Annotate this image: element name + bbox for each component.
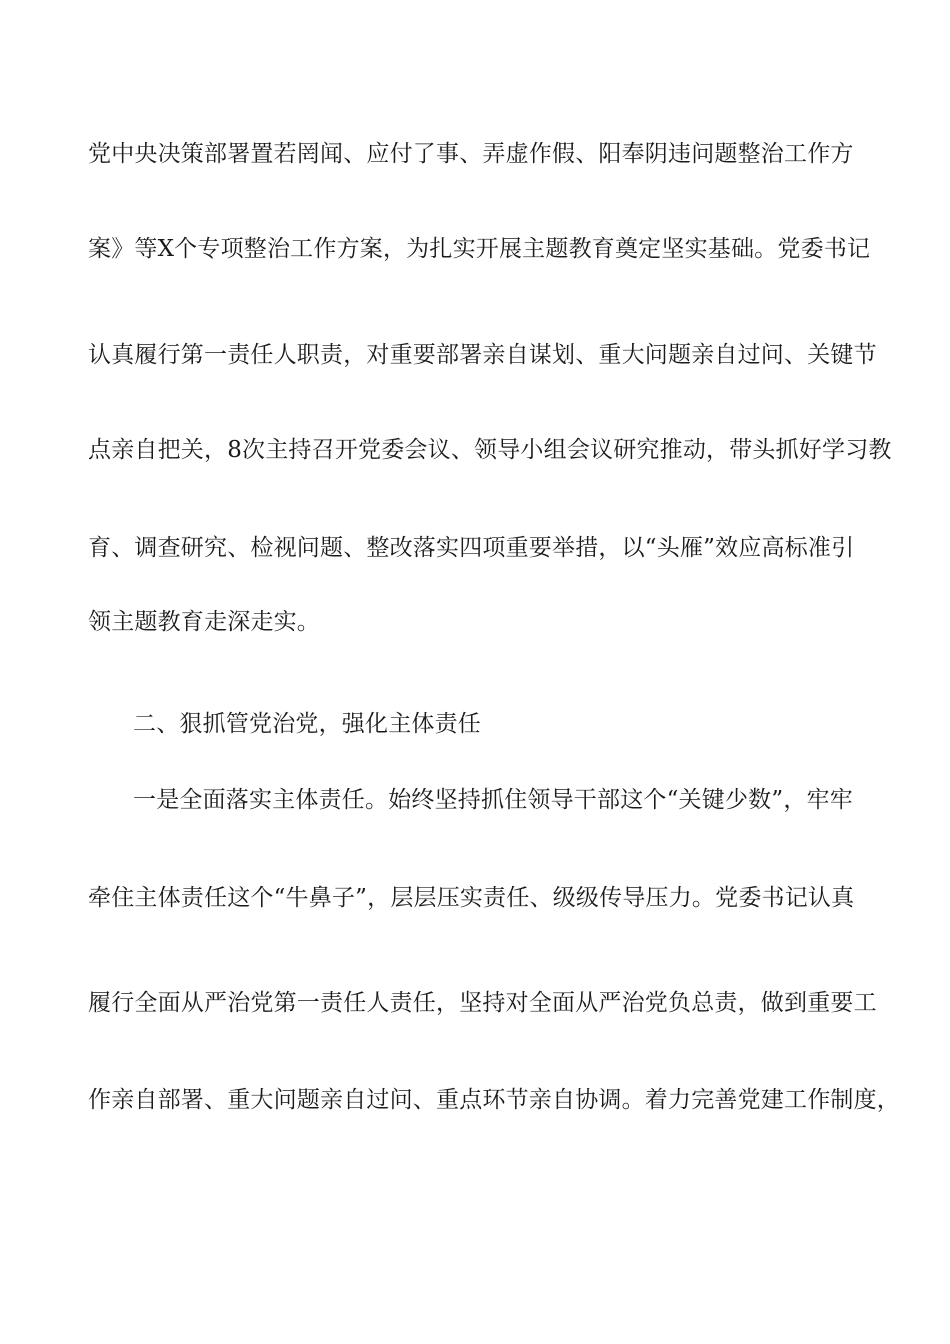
paragraph-line: 点亲自把关，8次主持召开党委会议、领导小组会议研究推动，带头抓好学习教	[88, 437, 892, 463]
section-heading: 二、狠抓管党治党，强化主体责任	[133, 711, 481, 737]
paragraph-line: 党中央决策部署置若罔闻、应付了事、弄虚作假、阳奉阴违问题整治工作方	[88, 141, 854, 167]
paragraph-line: 牵住主体责任这个“牛鼻子”，层层压实责任、级级传导压力。党委书记认真	[88, 885, 855, 911]
paragraph-line: 作亲自部署、重大问题亲自过问、重点环节亲自协调。着力完善党建工作制度，	[88, 1087, 900, 1113]
paragraph-line: 育、调查研究、检视问题、整改落实四项重要举措，以“头雁”效应高标准引	[88, 535, 855, 561]
paragraph-line: 案》等X个专项整治工作方案，为扎实开展主题教育奠定坚实基础。党委书记	[88, 236, 871, 262]
paragraph-line: 领主题教育走深走实。	[88, 609, 320, 635]
paragraph-line: 一是全面落实主体责任。始终坚持抓住领导干部这个“关键少数”，牢牢	[133, 787, 853, 813]
paragraph-line: 履行全面从严治党第一责任人责任，坚持对全面从严治党负总责，做到重要工	[88, 990, 877, 1016]
paragraph-line: 认真履行第一责任人职责，对重要部署亲自谋划、重大问题亲自过问、关键节	[88, 342, 877, 368]
